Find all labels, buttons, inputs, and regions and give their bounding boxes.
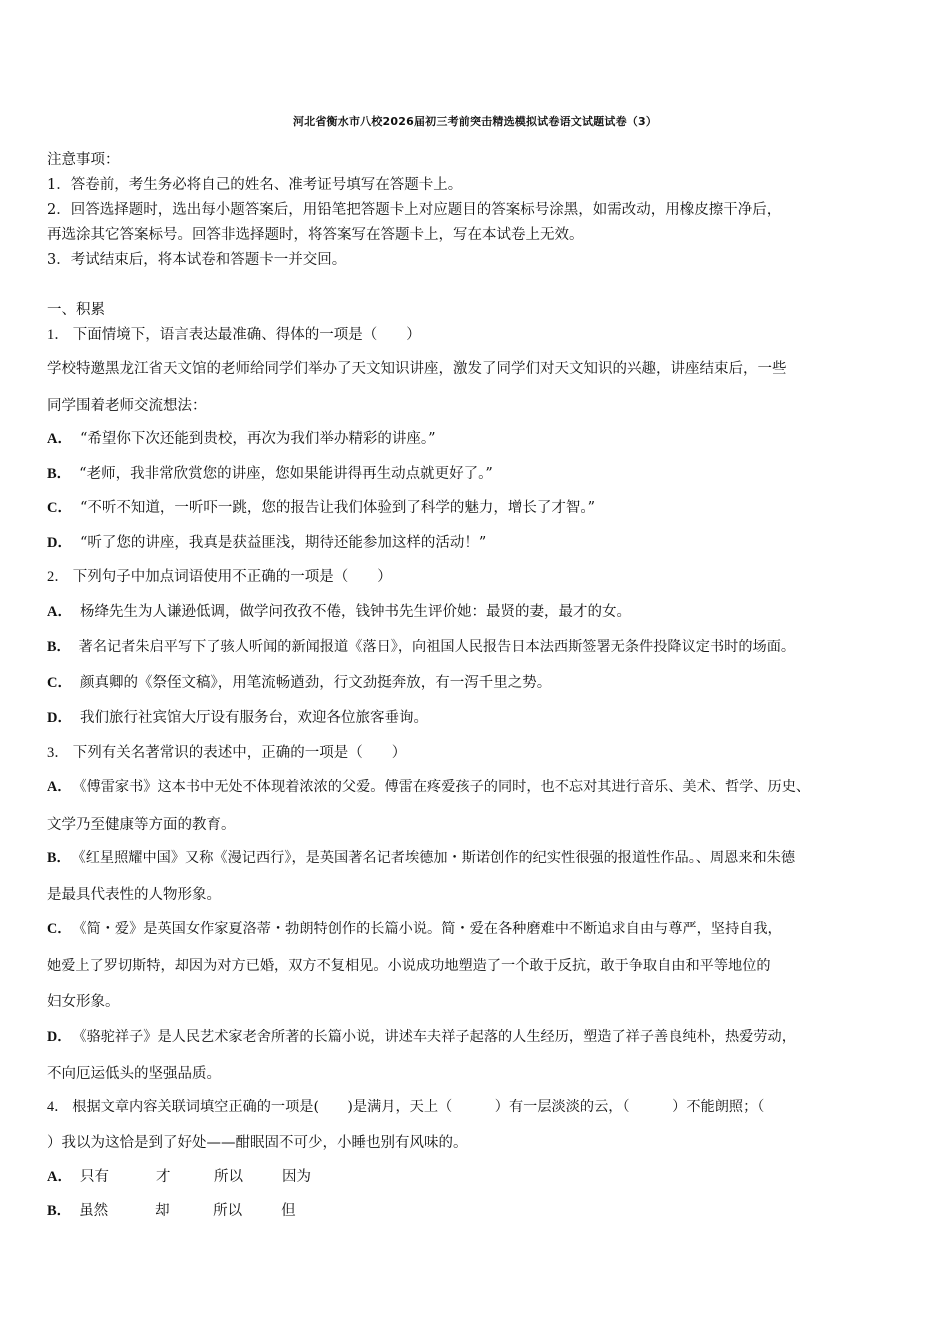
- option-word: 才: [155, 1169, 171, 1185]
- question-context: 学校特邀黑龙江省天文馆的老师给同学们举办了天文知识讲座，激发了同学们对天文知识的兴趣，讲座结束后，一些: [47, 361, 787, 377]
- option-text: “听了您的讲座，我真是获益匪浅，期待还能参加这样的活动！”: [79, 535, 487, 551]
- option-label: D．: [47, 710, 72, 726]
- question-4: [47, 1098, 764, 1116]
- q1-option-d[interactable]: [47, 534, 486, 552]
- option-text: 我们旅行社宾馆大厅设有服务台，欢迎各位旅客垂询。: [79, 710, 428, 726]
- notice-line: 3．考试结束后，将本试卷和答题卡一并交回。: [47, 252, 347, 268]
- option-label: D．: [47, 1029, 72, 1045]
- option-continuation: 妇女形象。: [47, 994, 120, 1010]
- q3-option-a[interactable]: [47, 778, 810, 796]
- q2-option-a[interactable]: [47, 603, 631, 621]
- question-stem: 下面情境下，语言表达最准确、得体的一项是（ ）: [72, 327, 421, 343]
- option-word: 所以: [213, 1169, 243, 1185]
- notice-line: 再选涂其它答案标号。回答非选择题时，将答案写在答题卡上，写在本试卷上无效。: [47, 227, 584, 243]
- question-3: [47, 744, 406, 762]
- q4-option-b[interactable]: [47, 1202, 341, 1220]
- option-label: C．: [47, 675, 72, 691]
- option-text: 杨绛先生为人谦逊低调，做学问孜孜不倦，钱钟书先生评价她：最贤的妻，最才的女。: [79, 604, 631, 620]
- q3-option-c[interactable]: [47, 920, 782, 938]
- option-text: 《傅雷家书》这本书中无处不体现着浓浓的父爱。傅雷在疼爱孩子的同时，也不忘对其进行音乐、美术、哲学、历史、: [79, 779, 811, 795]
- question-number: 1．: [47, 327, 69, 343]
- q2-option-c[interactable]: [47, 674, 551, 692]
- question-1: [47, 326, 421, 344]
- option-word: 只有: [79, 1169, 109, 1185]
- q3-option-d[interactable]: [47, 1028, 796, 1046]
- q1-option-b[interactable]: [47, 465, 493, 483]
- option-word: 虽然: [79, 1203, 109, 1219]
- question-stem: 下列有关名著常识的表述中，正确的一项是（ ）: [72, 745, 407, 761]
- option-word: 但: [281, 1203, 296, 1219]
- notice-line: 1．答卷前，考生务必将自己的姓名、准考证号填写在答题卡上。: [47, 177, 463, 193]
- option-text: “不听不知道，一听吓一跳，您的报告让我们体验到了科学的魅力，增长了才智。”: [79, 500, 596, 516]
- question-number: 3．: [47, 745, 69, 761]
- question-stem: 根据文章内容关联词填空正确的一项是( )是满月，天上（ ）有一层淡淡的云，（ ）不能朗照；（: [72, 1099, 765, 1115]
- option-label: A．: [47, 431, 72, 447]
- option-text: “老师，我非常欣赏您的讲座，您如果能讲得再生动点就更好了。”: [79, 466, 493, 482]
- section-heading: 一、积累: [47, 302, 105, 318]
- option-label: B．: [47, 850, 71, 866]
- option-word: 因为: [281, 1169, 311, 1185]
- q2-option-b[interactable]: [47, 638, 795, 656]
- notice-line: 2．回答选择题时，选出每小题答案后，用铅笔把答题卡上对应题目的答案标号涂黑，如需改动，用橡皮擦干净后，: [47, 202, 782, 218]
- option-label: A．: [47, 1169, 72, 1185]
- option-text: 《简・爱》是英国女作家夏洛蒂・勃朗特创作的长篇小说。简・爱在各种磨难中不断追求自由与尊严，坚持自我，: [79, 921, 782, 937]
- question-number: 4．: [47, 1099, 69, 1115]
- question-stem: 下列句子中加点词语使用不正确的一项是（ ）: [72, 569, 392, 585]
- option-label: A．: [47, 604, 72, 620]
- option-text: 著名记者朱启平写下了骇人听闻的新闻报道《落日》，向祖国人民报告日本法西斯签署无条件投降议定书时的场面。: [78, 639, 796, 655]
- option-label: B．: [47, 639, 71, 655]
- option-text: 颜真卿的《祭侄文稿》，用笔流畅遒劲，行文劲挺奔放，有一泻千里之势。: [79, 675, 552, 691]
- q1-option-a[interactable]: [47, 430, 436, 448]
- q1-option-c[interactable]: [47, 499, 595, 517]
- question-stem-continuation: ）我以为这恰是到了好处——酣眠固不可少，小睡也别有风味的。: [47, 1135, 468, 1151]
- option-label: A．: [47, 779, 72, 795]
- option-word: 所以: [213, 1203, 243, 1219]
- option-label: B．: [47, 466, 72, 482]
- option-label: C．: [47, 921, 72, 937]
- option-continuation: 不向厄运低头的坚强品质。: [47, 1066, 221, 1082]
- option-continuation: 文学乃至健康等方面的教育。: [47, 817, 236, 833]
- question-number: 2．: [47, 569, 69, 585]
- option-text: 《骆驼祥子》是人民艺术家老舍所著的长篇小说，讲述车夫祥子起落的人生经历，塑造了祥子善良纯朴，热爱劳动，: [79, 1029, 796, 1045]
- option-word: 却: [155, 1203, 170, 1219]
- q3-option-b[interactable]: [47, 849, 795, 867]
- option-label: D．: [47, 535, 72, 551]
- page-title: 河北省衡水市八校2026届初三考前突击精选模拟试卷语文试题试卷（3）: [292, 115, 658, 128]
- notice-heading: 注意事项：: [47, 152, 120, 168]
- option-label: C．: [47, 500, 72, 516]
- question-2: [47, 568, 392, 586]
- option-continuation: 她爱上了罗切斯特，却因为对方已婚，双方不复相见。小说成功地塑造了一个敢于反抗，敢于争取自由和平等地位的: [47, 958, 771, 974]
- q4-option-a[interactable]: [47, 1168, 342, 1186]
- q2-option-d[interactable]: [47, 709, 428, 727]
- option-label: B．: [47, 1203, 72, 1219]
- option-text: 《红星照耀中国》又称《漫记西行》，是英国著名记者埃德加・斯诺创作的纪实性很强的报道性作品。、周恩来和朱德: [78, 850, 796, 866]
- option-continuation: 是最具代表性的人物形象。: [47, 887, 221, 903]
- question-context: 同学围着老师交流想法：: [47, 398, 207, 414]
- option-text: “希望你下次还能到贵校，再次为我们举办精彩的讲座。”: [79, 431, 436, 447]
